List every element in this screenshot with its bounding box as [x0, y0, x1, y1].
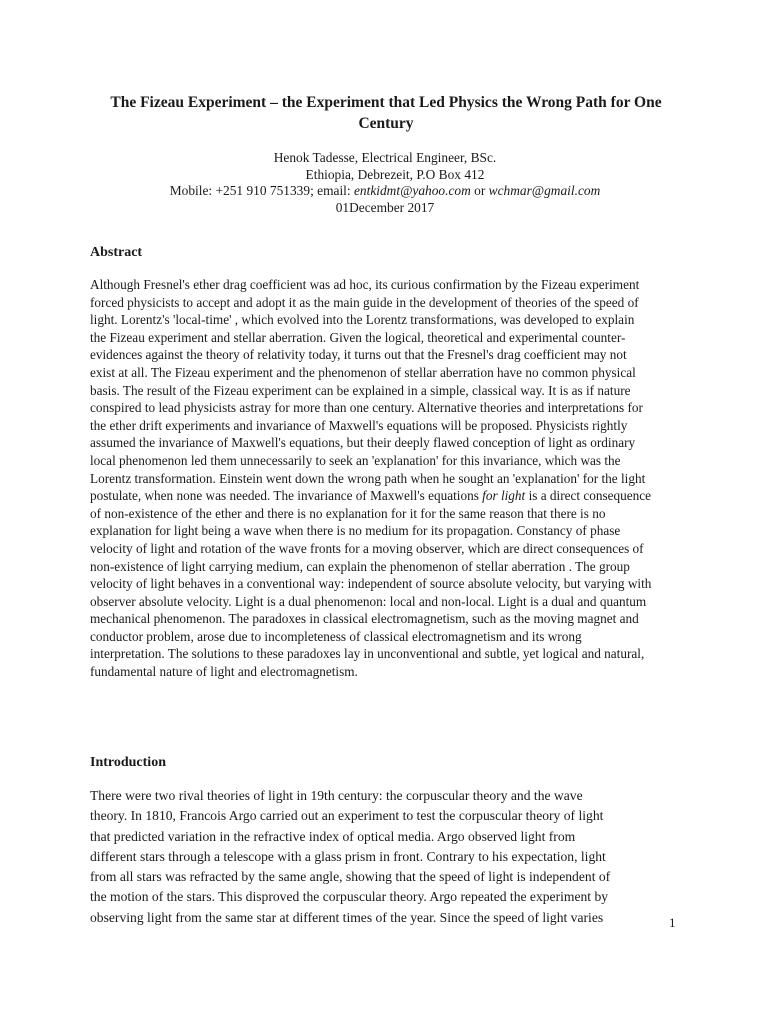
- text-line: fundamental nature of light and electromagnetism.: [90, 664, 358, 680]
- text-line: conspired to lead physicists astray for more than one century. Alternative theories and interpretations for: [90, 400, 643, 416]
- text-line: basis. The result of the Fizeau experiment can be explained in a simple, classical way. It is as if nature: [90, 382, 631, 398]
- email-link-1[interactable]: entkidmt@yahoo.com: [353, 183, 471, 198]
- text-run: is a direct consequence: [525, 488, 652, 504]
- mobile-text: Mobile: +251 910 751339; email:: [169, 183, 354, 198]
- text-line: velocity of light and rotation of the wave fronts for a moving observer, which are direct consequences of: [90, 540, 644, 556]
- text-line: There were two rival theories of light in 19th century: the corpuscular theory and the wave: [90, 788, 583, 803]
- text-line: the ether drift experiments and invariance of Maxwell's equations will be proposed. Physicists rightly: [90, 417, 628, 433]
- text-line: the Fizeau experiment and stellar aberration. Given the logical, theoretical and experimental counter-: [90, 329, 626, 345]
- text-line: observing light from the same star at different times of the year. Since the speed of light varies: [90, 909, 604, 925]
- text-line: from all stars was refracted by the same angle, showing that the speed of light is independent of: [90, 869, 611, 885]
- text-line: interpretation. The solutions to these paradoxes lay in unconventional and subtle, yet logical and natural,: [90, 646, 645, 662]
- email-link-2[interactable]: wchmar@gmail.com: [488, 183, 601, 198]
- title-line: Century: [358, 115, 414, 132]
- text-run: postulate, when none was needed. The invariance of Maxwell's equations: [90, 488, 483, 504]
- abstract-paragraph: [90, 276, 690, 681]
- text-line: theory. In 1810, Francois Argo carried out an experiment to test the corpuscular theory of light: [90, 808, 604, 824]
- page-number: 1: [669, 915, 676, 930]
- author-contact: [90, 183, 680, 200]
- paper-title: [86, 92, 686, 134]
- author-block: [90, 150, 680, 216]
- text-line: light. Lorentz's 'local-time' , which evolved into the Lorentz transformations, was developed to explain: [90, 312, 635, 328]
- text-line: local phenomenon led them unnecessarily to seek an 'explanation' for this invariance, which was the: [90, 452, 621, 468]
- author-line: Henok Tadesse, Electrical Engineer, BSc.: [273, 150, 497, 165]
- author-date: 01December 2017: [335, 199, 435, 215]
- or-text: or: [470, 183, 489, 198]
- text-line: conductor problem, arose due to incompleteness of classical electromagnetism and its wrong: [90, 628, 582, 644]
- italic-phrase: for light: [482, 488, 526, 504]
- text-line: exist at all. The Fizeau experiment and the phenomenon of stellar aberration have no common physical: [90, 364, 636, 380]
- author-address: Ethiopia, Debrezeit, P.O Box 412: [305, 166, 485, 182]
- text-line: mechanical phenomenon. The paradoxes in classical electromagnetism, such as the moving magnet and: [90, 611, 639, 627]
- text-line: that predicted variation in the refractive index of optical media. Argo observed light from: [90, 828, 576, 844]
- text-line: forced physicists to accept and adopt it as the main guide in the development of theories of the speed of: [90, 294, 639, 310]
- title-line: The Fizeau Experiment – the Experiment that Led Physics the Wrong Path for One: [110, 94, 662, 111]
- text-line: non-existence of light carrying medium, can explain the phenomenon of stellar aberration . The group: [90, 558, 630, 574]
- text-line: evidences against the theory of relativity today, it turns out that the Fresnel's drag coefficient may not: [90, 347, 627, 363]
- text-line: observer absolute velocity. Light is a dual phenomenon: local and non-local. Light is a dual and quantum: [90, 593, 647, 609]
- text-line: different stars through a telescope with a glass prism in front. Contrary to his expectation, light: [90, 848, 606, 864]
- text-line: Although Fresnel's ether drag coefficient was ad hoc, its curious confirmation by the Fizeau experiment: [90, 277, 640, 292]
- text-line: of non-existence of the ether and there is no explanation for it for the same reason that there is no: [90, 505, 606, 521]
- text-line: assumed the invariance of Maxwell's equations, but their deeply flawed conception of light as ordinary: [90, 435, 636, 451]
- introduction-heading: Introduction: [90, 755, 166, 770]
- text-line: velocity of light behaves in a conventional way: independent of source absolute velocity, but varying with: [90, 576, 652, 592]
- introduction-paragraph: [90, 786, 690, 928]
- text-line: the motion of the stars. This disproved the corpuscular theory. Argo repeated the experiment by: [90, 889, 609, 905]
- abstract-heading: Abstract: [90, 245, 143, 260]
- text-line: Lorentz transformation. Einstein went down the wrong path when he sought an 'explanation' for the light: [90, 470, 646, 486]
- text-line: [90, 487, 690, 505]
- text-line: explanation for light being a wave when there is no medium for its propagation. Constancy of phase: [90, 523, 621, 539]
